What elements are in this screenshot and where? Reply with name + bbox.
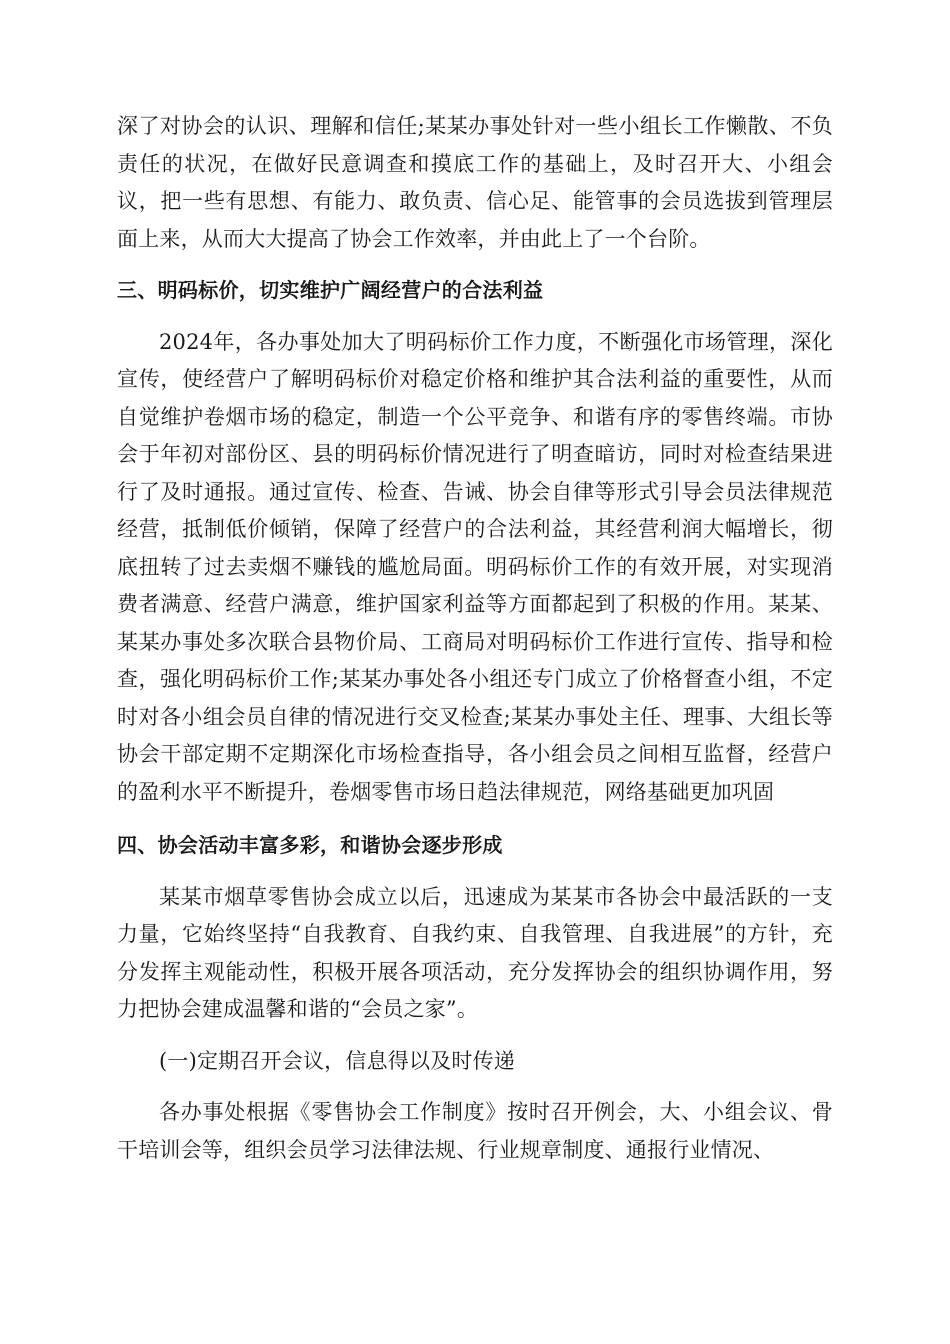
paragraph-meetings: 各办事处根据《零售协会工作制度》按时召开例会，大、小组会议、骨干培训会等，组织会员学习法律法规、行业规章制度、通报行业情况、: [117, 1100, 833, 1162]
paragraph-continuation: 深了对协会的认识、理解和信任;某某办事处针对一些小组长工作懒散、不负责任的状况，在做好民意调查和摸底工作的基础上，及时召开大、小组会议，把一些有思想、有能力、敢负责、信心足、能管事的会员选拔到管理层面上来，从而大大提高了协会工作效率，并由此上了一个台阶。: [117, 114, 833, 251]
paragraph-pricing: 2024年，各办事处加大了明码标价工作力度，不断强化市场管理，深化宣传，使经营户了解明码标价对稳定价格和维护其合法利益的重要性，从而自觉维护卷烟市场的稳定，制造一个公平竞争、和谐有序的零售终端。市协会于年初对部份区、县的明码标价情况进行了明查暗访，同时对检查结果进行了及时通报。通过宣传、检查、告诫、协会自律等形式引导会员法律规范经营，抵制低价倾销，保障了经营户的合法利益，其经营利润大幅增长，彻底扭转了过去卖烟不赚钱的尴尬局面。明码标价工作的有效开展，对实现消费者满意、经营户满意，维护国家利益等方面都起到了积极的作用。某某、某某办事处多次联合县物价局、工商局对明码标价工作进行宣传、指导和检查，强化明码标价工作;某某办事处各小组还专门成立了价格督查小组，不定时对各小组会员自律的情况进行交叉检查;某某办事处主任、理事、大组长等协会干部定期不定期深化市场检查指导，各小组会员之间相互监督，经营户的盈利水平不断提升，卷烟零售市场日趋法律规范，网络基础更加巩固: [117, 329, 833, 804]
paragraph-activities: 某某市烟草零售协会成立以后，迅速成为某某市各协会中最活跃的一支力量，它始终坚持“自我教育、自我约束、自我管理、自我进展”的方针，充分发挥主观能动性，积极开展各项活动，充分发挥协会的组织协调作用，努力把协会建成温馨和谐的“会员之家”。: [117, 884, 833, 1021]
document-page: [117, 108, 833, 1169]
subsection-heading-1: (一)定期召开会议，信息得以及时传递: [159, 1048, 515, 1073]
section-heading-3: 三、明码标价，切实维护广阔经营户的合法利益: [117, 278, 544, 302]
section-heading-4: 四、协会活动丰富多彩，和谐协会逐步形成: [117, 833, 503, 857]
